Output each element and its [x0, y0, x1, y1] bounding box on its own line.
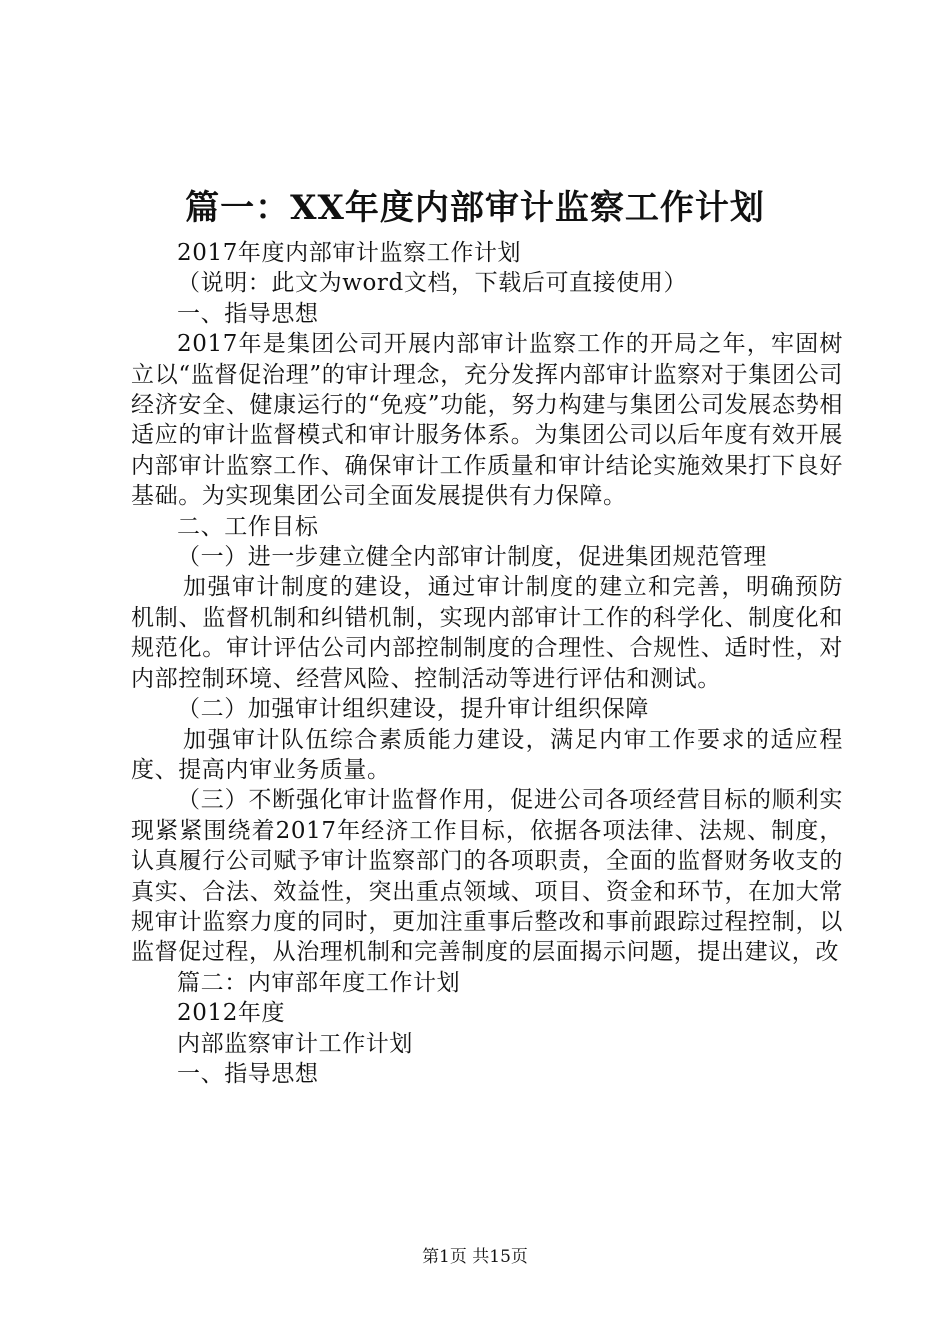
document-body — [131, 238, 843, 1089]
paragraph-subtitle: 2017年度内部审计监察工作计划 — [177, 240, 522, 266]
heading-goal-1: （一）进一步建立健全内部审计制度，促进集团规范管理 — [177, 544, 767, 571]
document-title: 篇一：XX年度内部审计监察工作计划 — [185, 188, 765, 228]
paragraph-goal-1: 加强审计制度的建设，通过审计制度的建立和完善，明确预防机制、监督机制和纠错机制，实现内部审计工作的科学化、制度化和规范化。审计评估公司内部控制制度的合理性、合规性、适时性，对内部控制环境、经营风险、控制活动等进行评估和测试。 — [131, 574, 843, 692]
paragraph-plan-title: 内部监察审计工作计划 — [177, 1030, 413, 1057]
paragraph-year: 2012年度 — [177, 1000, 286, 1027]
paragraph-goal-3: （三）不断强化审计监督作用，促进公司各项经营目标的顺利实现紧紧围绕着2017年经济工作目标，依据各项法律、法规、制度，认真履行公司赋予审计监察部门的各项职责，全面的监督财务收支的真实、合法、效益性，突出重点领域、项目、资金和环节，在加大常规审计监察力度的同时，更加注重事后整改和事前跟踪过程控制，以监督促过程，从治理机制和完善制度的层面揭示问题，提出建议，改 — [131, 787, 843, 966]
heading-guiding-idea-2: 一、指导思想 — [177, 1060, 319, 1087]
heading-goal-2: （二）加强审计组织建设，提升审计组织保障 — [177, 696, 649, 723]
heading-part-2: 篇二：内审部年度工作计划 — [177, 969, 461, 996]
paragraph-goal-2: 加强审计队伍综合素质能力建设，满足内审工作要求的适应程度、提高内审业务质量。 — [131, 726, 843, 783]
paragraph-note: （说明：此文为word文档，下载后可直接使用） — [177, 270, 688, 297]
heading-work-goals: 二、工作目标 — [177, 513, 319, 540]
paragraph-guiding-idea: 2017年是集团公司开展内部审计监察工作的开局之年，牢固树立以“监督促治理”的审计理念，充分发挥内部审计监察对于集团公司经济安全、健康运行的“免疫”功能，努力构建与集团公司发展态势相适应的审计监督模式和审计服务体系。为集团公司以后年度有效开展内部审计监察工作、确保审计工作质量和审计结论实施效果打下良好基础。为实现集团公司全面发展提供有力保障。 — [131, 331, 843, 510]
heading-guiding-idea: 一、指导思想 — [177, 300, 319, 327]
page-number: 第1页 共15页 — [422, 1247, 528, 1267]
